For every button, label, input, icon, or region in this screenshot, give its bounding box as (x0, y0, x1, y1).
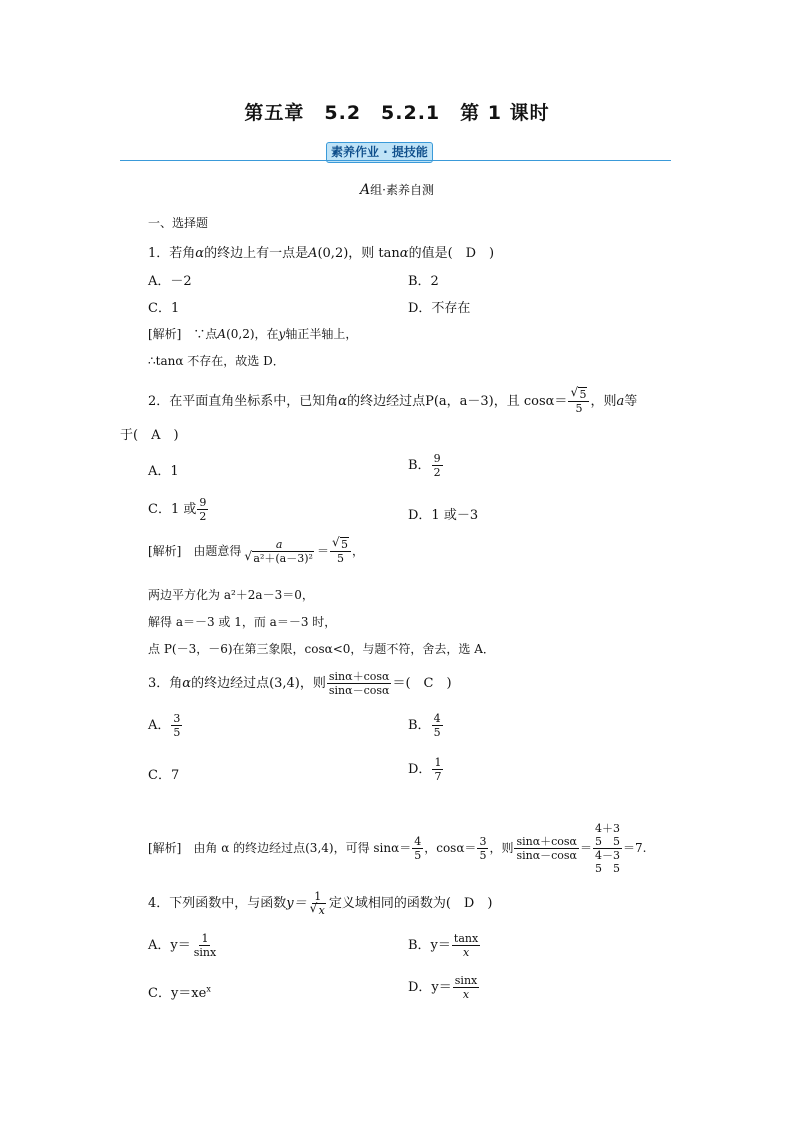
q2-analysis-line4: 点 P(－3，－6)在第三象限，cosα<0，与题不符，舍去，选 A． (148, 642, 495, 656)
q2-text: 等 (624, 394, 638, 409)
group-letter: A (360, 182, 371, 198)
q2-option-b: B． $\frac{9}{2}$ (408, 452, 441, 479)
q2-stem-line2: 于( A ) (120, 428, 179, 443)
analysis-text: 由题意得 (193, 544, 242, 558)
q1-text: 的终边上有一点是 (204, 246, 309, 261)
q2-analysis-line1: [解析] 由题意得 a √ a²＋(a－3)² ＝ √ $\frac{5}{5}$ ， (148, 538, 364, 565)
analysis-text: (0,2)，在 (226, 327, 279, 341)
q2-option-d: D．1 或－3 (408, 508, 479, 523)
q2-analysis-fraction: a √ a²＋(a－3)² (242, 538, 316, 565)
q3-option-b: B． $\frac{4}{5}$ (408, 712, 441, 739)
q1-text: 的值是( D ) (408, 246, 495, 261)
question-1-stem: 1．若角α的终边上有一点是A(0,2)，则 tanα的值是( D ) (148, 246, 495, 261)
q3-option-a: A． $\frac{3}{5}$ (148, 712, 181, 739)
q4-option-d: D．y＝ $\frac{\sin x}{x}$ (408, 974, 478, 1001)
q3-fraction: $\frac{\sin\alpha+\cos\alpha}{\sin\alpha-\cos\alpha}$ (328, 670, 390, 697)
q2-analysis-line3: 解得 a＝－3 或 1，而 a＝－3 时， (148, 615, 337, 629)
title-rule (120, 160, 671, 161)
q1-text: 1．若角 (148, 246, 196, 261)
q4-option-c: C．$y=xe^x$ (148, 984, 211, 1001)
q2-text: ，则 (590, 394, 617, 409)
group-label: 组·素养自测 (370, 183, 434, 197)
question-3-stem: 3．角α的终边经过点(3,4)，则 $\frac{\sin\alpha+\cos\alpha}{\sin\alpha-\cos\alpha}$ ＝( C ) (148, 670, 452, 697)
analysis-label: [解析] (148, 544, 182, 558)
q2-text: 的终边经过点 (347, 394, 426, 409)
q2-text: 2．在平面直角坐标系中，已知角 (148, 394, 339, 409)
analysis-text: ∵点 (193, 327, 218, 341)
q2-analysis-line2: 两边平方化为 a²＋2a－3＝0， (148, 588, 314, 602)
q1-analysis-line1: [解析] ∵点A(0,2)，在y轴正半轴上， (148, 327, 358, 341)
q1-text: (0,2)，则 tan (317, 246, 400, 261)
group-heading (0, 181, 794, 198)
q1-analysis-line2: ∴tanα 不存在，故选 D． (148, 354, 285, 368)
analysis-text: 轴正半轴上， (285, 327, 358, 341)
q2-option-a: A．1 (148, 464, 179, 479)
question-2-stem: 2．在平面直角坐标系中，已知角α的终边经过点P(a，a－3)，且 cosα＝ √ $\frac{5}{5}$ ，则a等 (148, 388, 637, 415)
analysis-label: [解析] (148, 841, 182, 855)
q1-option-b: B．2 (408, 274, 439, 289)
q1-option-c: C．1 (148, 301, 180, 316)
q1-option-d: D．不存在 (408, 301, 471, 316)
q3-option-d: D． $\frac{1}{7}$ (408, 756, 442, 783)
section-heading: 一、选择题 (148, 216, 209, 230)
q2-option-c: C．1 或 $\frac{9}{2}$ (148, 496, 207, 523)
question-4-stem: 4．下列函数中，与函数y＝ 1 √ x 定义域相同的函数为( D ) (148, 890, 492, 917)
q4-option-b: B．y＝ $\frac{\tan x}{x}$ (408, 932, 479, 959)
q3-analysis: [解析] 由角 α 的终边经过点(3,4)，可得 sinα＝ $\frac{4}{5}$ ，cosα＝ $\frac{3}{5}$ ，则 $\frac{\sin\alpha+\cos\alpha}{\sin\alpha-\cos\alpha}$ ＝ 4＋3 5 5 4－3 5 5 ＝7. (148, 822, 647, 875)
q2-text: P(a，a－3)，且 cosα＝ (425, 394, 568, 409)
q2-fraction: √ $\frac{5}{5}$ (568, 388, 589, 415)
analysis-label: [解析] (148, 327, 182, 341)
q1-option-a: A．－2 (148, 274, 192, 289)
q3-option-c: C．7 (148, 768, 180, 783)
q1-point: A (308, 246, 318, 261)
q4-option-a: A．y＝ $\frac{1}{\sin x}$ (148, 932, 217, 959)
section-badge: 素养作业 · 提技能 (326, 142, 433, 163)
q3-nested-fraction: 4＋3 5 5 4－3 5 5 (595, 822, 621, 875)
page-title: 第五章 5.2 5.2.1 第 1 课时 (244, 102, 550, 124)
